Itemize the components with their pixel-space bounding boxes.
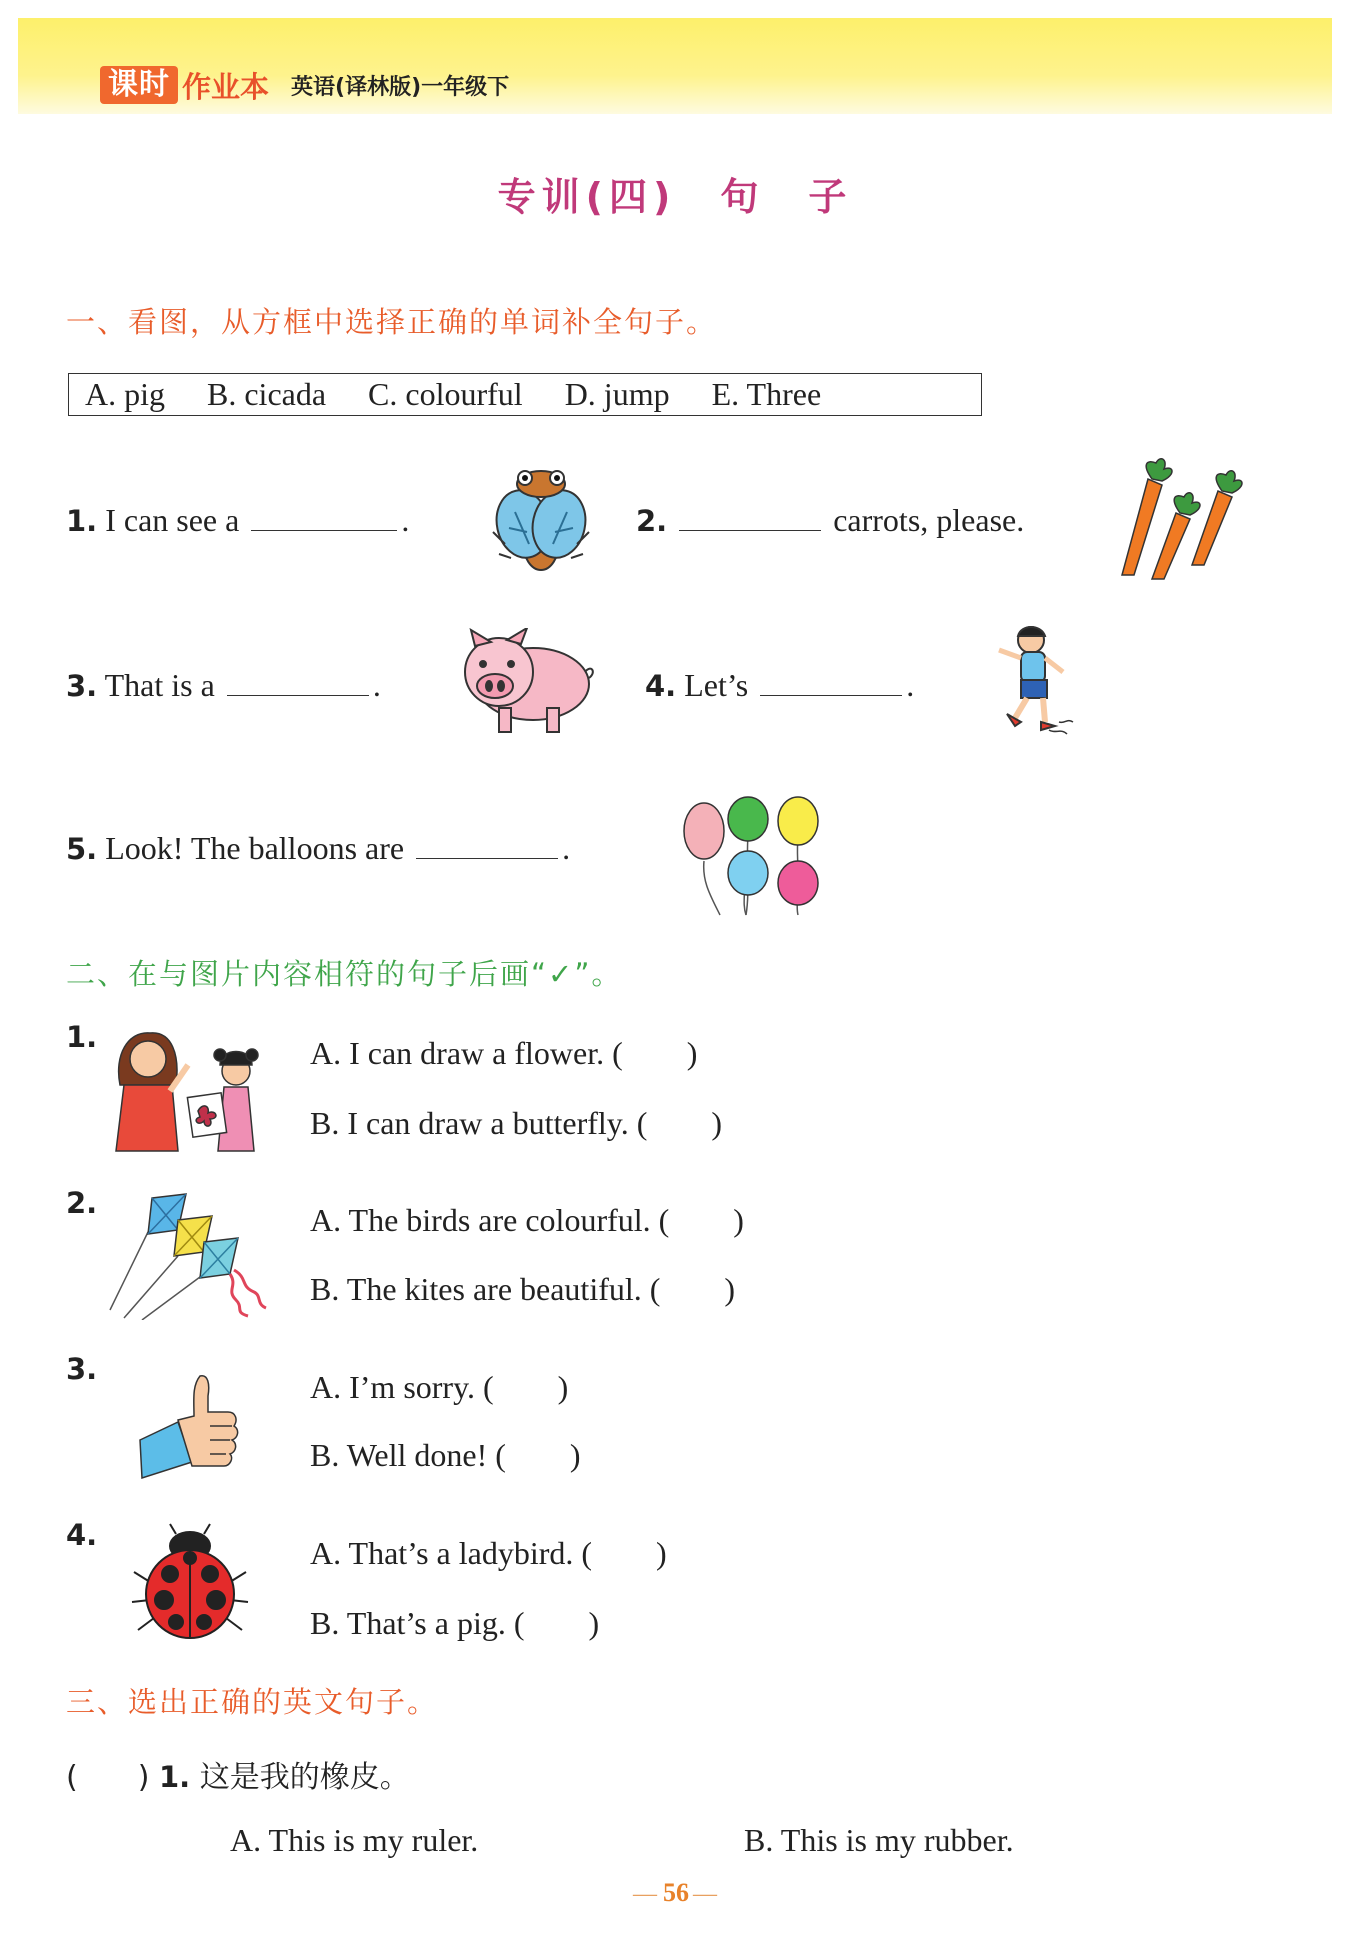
question-number: 5. (66, 832, 98, 866)
s1-question-5 (66, 828, 570, 867)
s2-q3-option-a[interactable]: A. I’m sorry. ( ) (310, 1369, 569, 1405)
word-option: A. pig (85, 376, 165, 412)
question-text: Look! The balloons are (105, 830, 405, 866)
word-option: C. colourful (368, 376, 523, 412)
s2-q4-option-b[interactable]: B. That’s a pig. ( ) (310, 1605, 600, 1641)
answer-blank[interactable] (416, 828, 558, 859)
question-number: 1. (66, 504, 98, 538)
word-option: B. cicada (207, 376, 327, 412)
s2-q3-option-b[interactable]: B. Well done! ( ) (310, 1437, 581, 1473)
book-subtitle: 英语(译林版)一年级下 (291, 74, 510, 100)
brand-logo-text: 作业本 (182, 69, 270, 104)
thumbs-up-illustration (138, 1370, 248, 1480)
answer-paren[interactable]: ( ) (66, 1760, 150, 1795)
question-text: That is a (104, 667, 215, 703)
s2-q4-option-a[interactable]: A. That’s a ladybird. ( ) (310, 1535, 667, 1571)
s2-q2-option-b[interactable]: B. The kites are beautiful. ( ) (310, 1271, 736, 1307)
mother-girl-drawing-illustration (110, 1025, 270, 1153)
question-number: 1. (158, 1760, 191, 1794)
section2-heading: 二、在与图片内容相符的句子后画“✓”。 (66, 957, 623, 991)
answer-blank[interactable] (251, 500, 397, 531)
question-text: Let’s (684, 667, 749, 703)
brand-logo-box: 课时 (100, 66, 178, 104)
answer-blank[interactable] (760, 665, 902, 696)
question-text: I can see a (105, 502, 240, 538)
s2-q2-option-a[interactable]: A. The birds are colourful. ( ) (310, 1202, 744, 1238)
answer-blank[interactable] (227, 665, 369, 696)
question-punct: . (562, 830, 571, 866)
word-option: E. Three (711, 376, 822, 412)
pig-illustration (455, 628, 595, 736)
question-punct: . (401, 502, 410, 538)
jumping-boy-illustration (985, 622, 1075, 740)
question-number: 4. (645, 669, 677, 703)
s1-question-4 (645, 665, 914, 704)
question-punct: . (372, 667, 381, 703)
word-box (68, 373, 982, 416)
question-number: 2. (66, 1186, 98, 1220)
s1-question-2 (636, 500, 1024, 539)
s2-q1-option-b[interactable]: B. I can draw a butterfly. ( ) (310, 1105, 723, 1141)
s2-q1-option-a[interactable]: A. I can draw a flower. ( ) (310, 1035, 698, 1071)
cicada-illustration (485, 462, 597, 574)
s1-question-3 (66, 665, 381, 704)
balloons-illustration (680, 795, 830, 919)
page-number: 56 (663, 1878, 689, 1907)
carrots-illustration (1112, 455, 1248, 583)
question-number: 4. (66, 1518, 98, 1552)
ladybird-illustration (130, 1522, 250, 1642)
kites-illustration (108, 1190, 268, 1320)
question-number: 3. (66, 669, 98, 703)
s1-question-1 (66, 500, 409, 539)
footer-dash: — (693, 1881, 717, 1907)
s3-q1-option-a[interactable]: A. This is my ruler. (230, 1822, 479, 1858)
s3-question-1 (66, 1752, 410, 1796)
answer-blank[interactable] (679, 500, 821, 531)
section3-heading: 三、选出正确的英文句子。 (66, 1685, 439, 1719)
question-number: 3. (66, 1352, 98, 1386)
question-number: 1. (66, 1020, 98, 1054)
question-number: 2. (636, 504, 668, 538)
question-text: carrots, please. (833, 502, 1025, 538)
section1-heading: 一、看图，从方框中选择正确的单词补全句子。 (66, 305, 718, 339)
question-text: 这是我的橡皮。 (199, 1760, 410, 1795)
page-title: 专训(四) 句 子 (497, 175, 853, 219)
page-number-footer (0, 1878, 1350, 1908)
question-punct: . (906, 667, 915, 703)
brand (100, 65, 509, 105)
s3-q1-option-b[interactable]: B. This is my rubber. (744, 1822, 1014, 1858)
footer-dash: — (633, 1881, 663, 1907)
word-option: D. jump (564, 376, 670, 412)
